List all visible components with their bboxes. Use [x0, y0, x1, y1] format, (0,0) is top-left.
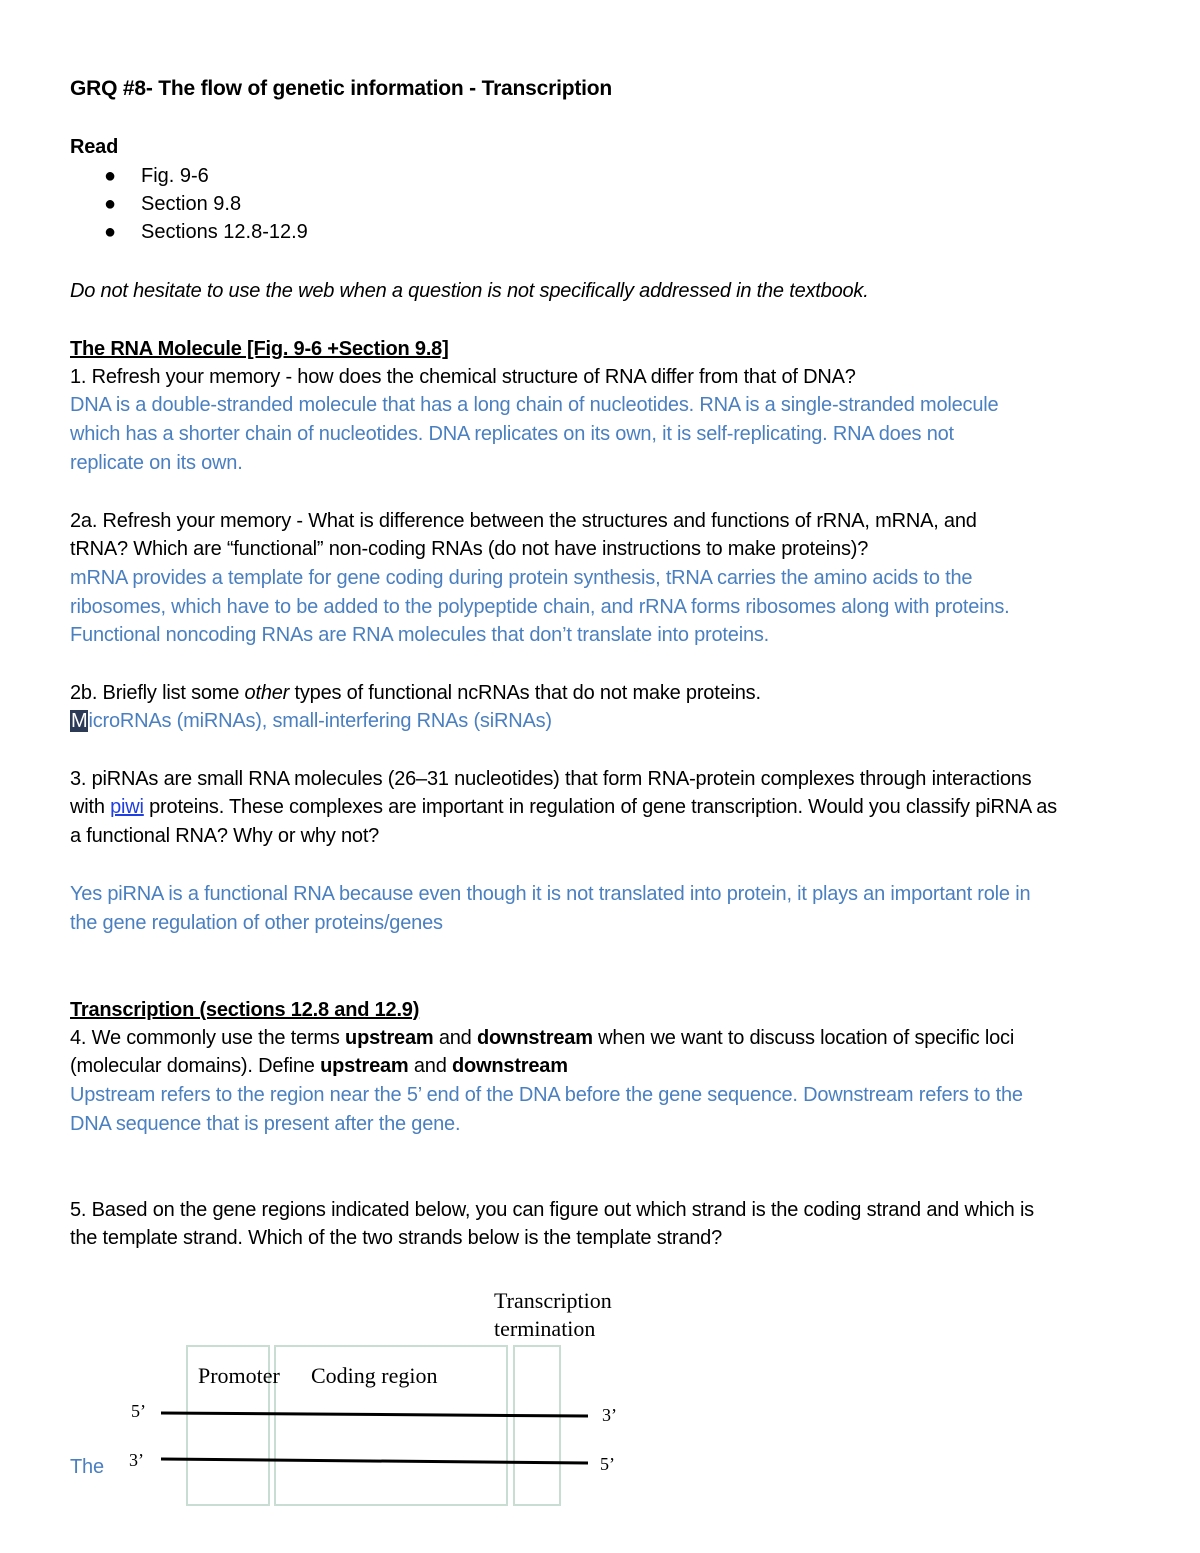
question-3-text: with [70, 796, 111, 818]
term-downstream: downstream [476, 1027, 593, 1049]
text-selection-cursor[interactable]: M [71, 710, 88, 732]
question-3-text: proteins. These complexes are important in regulation of gene transcription. Would you classify piRNA as [143, 796, 1057, 818]
coding-region-box [275, 1346, 507, 1505]
strand-end-label: 5’ [131, 1401, 146, 1421]
answer-1-line[interactable]: DNA is a double-stranded molecule that has a long chain of nucleotides. RNA is a single-stranded molecule [70, 394, 999, 416]
question-2b-text: types of functional ncRNAs that do not make proteins. [289, 682, 761, 704]
question-2b-emphasis: other [244, 682, 290, 704]
answer-3-line[interactable]: Yes piRNA is a functional RNA because even though it is not translated into protein, it plays an important role in [70, 883, 1031, 905]
answer-2a-line[interactable]: mRNA provides a template for gene coding during protein synthesis, tRNA carries the amino acids to the [70, 567, 973, 589]
answer-4-line[interactable]: DNA sequence that is present after the gene. [70, 1113, 461, 1135]
question-4-text: and [433, 1027, 477, 1049]
question-4-text: and [408, 1055, 452, 1077]
answer-2a-line[interactable]: ribosomes, which have to be added to the polypeptide chain, and rRNA forms ribosomes along with proteins. [70, 596, 1010, 618]
term-upstream: upstream [345, 1027, 434, 1049]
question-4-text: when we want to discuss location of specific loci [592, 1027, 1015, 1049]
termination-label: termination [494, 1316, 596, 1341]
strand-end-label: 5’ [600, 1454, 615, 1474]
bullet-icon: ● [104, 193, 117, 215]
read-item: Section 9.8 [141, 193, 242, 215]
termination-box [514, 1346, 560, 1505]
coding-region-label: Coding region [311, 1363, 438, 1388]
answer-4-line[interactable]: Upstream refers to the region near the 5’ end of the DNA before the gene sequence. Downstream refers to the [70, 1084, 1023, 1106]
answer-5-partial[interactable]: The [70, 1456, 104, 1478]
term-upstream: upstream [320, 1055, 409, 1077]
question-2a-line: tRNA? Which are “functional” non-coding RNAs (do not have instructions to make proteins)? [70, 538, 869, 560]
bullet-icon: ● [104, 165, 117, 187]
bullet-icon: ● [104, 221, 117, 243]
question-4-line [70, 1024, 1014, 1053]
page-title: GRQ #8- The flow of genetic information - Transcription [70, 77, 613, 100]
read-item: Fig. 9-6 [141, 165, 209, 187]
section-heading-rna: The RNA Molecule [Fig. 9-6 +Section 9.8] [70, 338, 449, 360]
question-2b [70, 679, 761, 708]
answer-2b[interactable] [70, 707, 552, 736]
question-3-line [70, 793, 1057, 822]
read-item: Sections 12.8-12.9 [141, 221, 308, 243]
question-3-line: a functional RNA? Why or why not? [70, 825, 380, 847]
top-dna-strand [161, 1413, 588, 1416]
read-heading: Read [70, 136, 119, 158]
section-heading-transcription: Transcription (sections 12.8 and 12.9) [70, 999, 420, 1021]
promoter-box [187, 1346, 269, 1505]
answer-2a-line[interactable]: Functional noncoding RNAs are RNA molecules that don’t translate into proteins. [70, 624, 770, 646]
piwi-link[interactable]: piwi [110, 796, 144, 818]
question-3-line: 3. piRNAs are small RNA molecules (26–31 nucleotides) that form RNA-protein complexes through interactions [70, 768, 1032, 790]
strand-end-label: 3’ [129, 1450, 144, 1470]
question-1: 1. Refresh your memory - how does the chemical structure of RNA differ from that of DNA? [70, 366, 856, 388]
promoter-label: Promoter [198, 1363, 280, 1388]
term-downstream: downstream [451, 1055, 568, 1077]
answer-1-line[interactable]: replicate on its own. [70, 452, 243, 474]
question-2b-text: 2b. Briefly list some [70, 682, 245, 704]
answer-1-line[interactable]: which has a shorter chain of nucleotides. DNA replicates on its own, it is self-replicating. RNA does not [70, 423, 954, 445]
question-5-line: the template strand. Which of the two strands below is the template strand? [70, 1227, 723, 1249]
bottom-dna-strand [161, 1459, 588, 1463]
question-4-line [70, 1052, 568, 1081]
answer-2b-text[interactable]: icroRNAs (miRNAs), small-interfering RNAs (siRNAs) [88, 710, 552, 732]
question-4-text: 4. We commonly use the terms [70, 1027, 346, 1049]
instruction-note: Do not hesitate to use the web when a question is not specifically addressed in the textbook. [70, 280, 869, 302]
termination-label: Transcription [494, 1288, 612, 1313]
answer-3-line[interactable]: the gene regulation of other proteins/genes [70, 912, 443, 934]
strand-end-label: 3’ [602, 1405, 617, 1425]
question-4-text: (molecular domains). Define [70, 1055, 321, 1077]
question-5-line: 5. Based on the gene regions indicated below, you can figure out which strand is the coding strand and which is [70, 1199, 1034, 1221]
question-2a-line: 2a. Refresh your memory - What is difference between the structures and functions of rRNA, mRNA, and [70, 510, 977, 532]
